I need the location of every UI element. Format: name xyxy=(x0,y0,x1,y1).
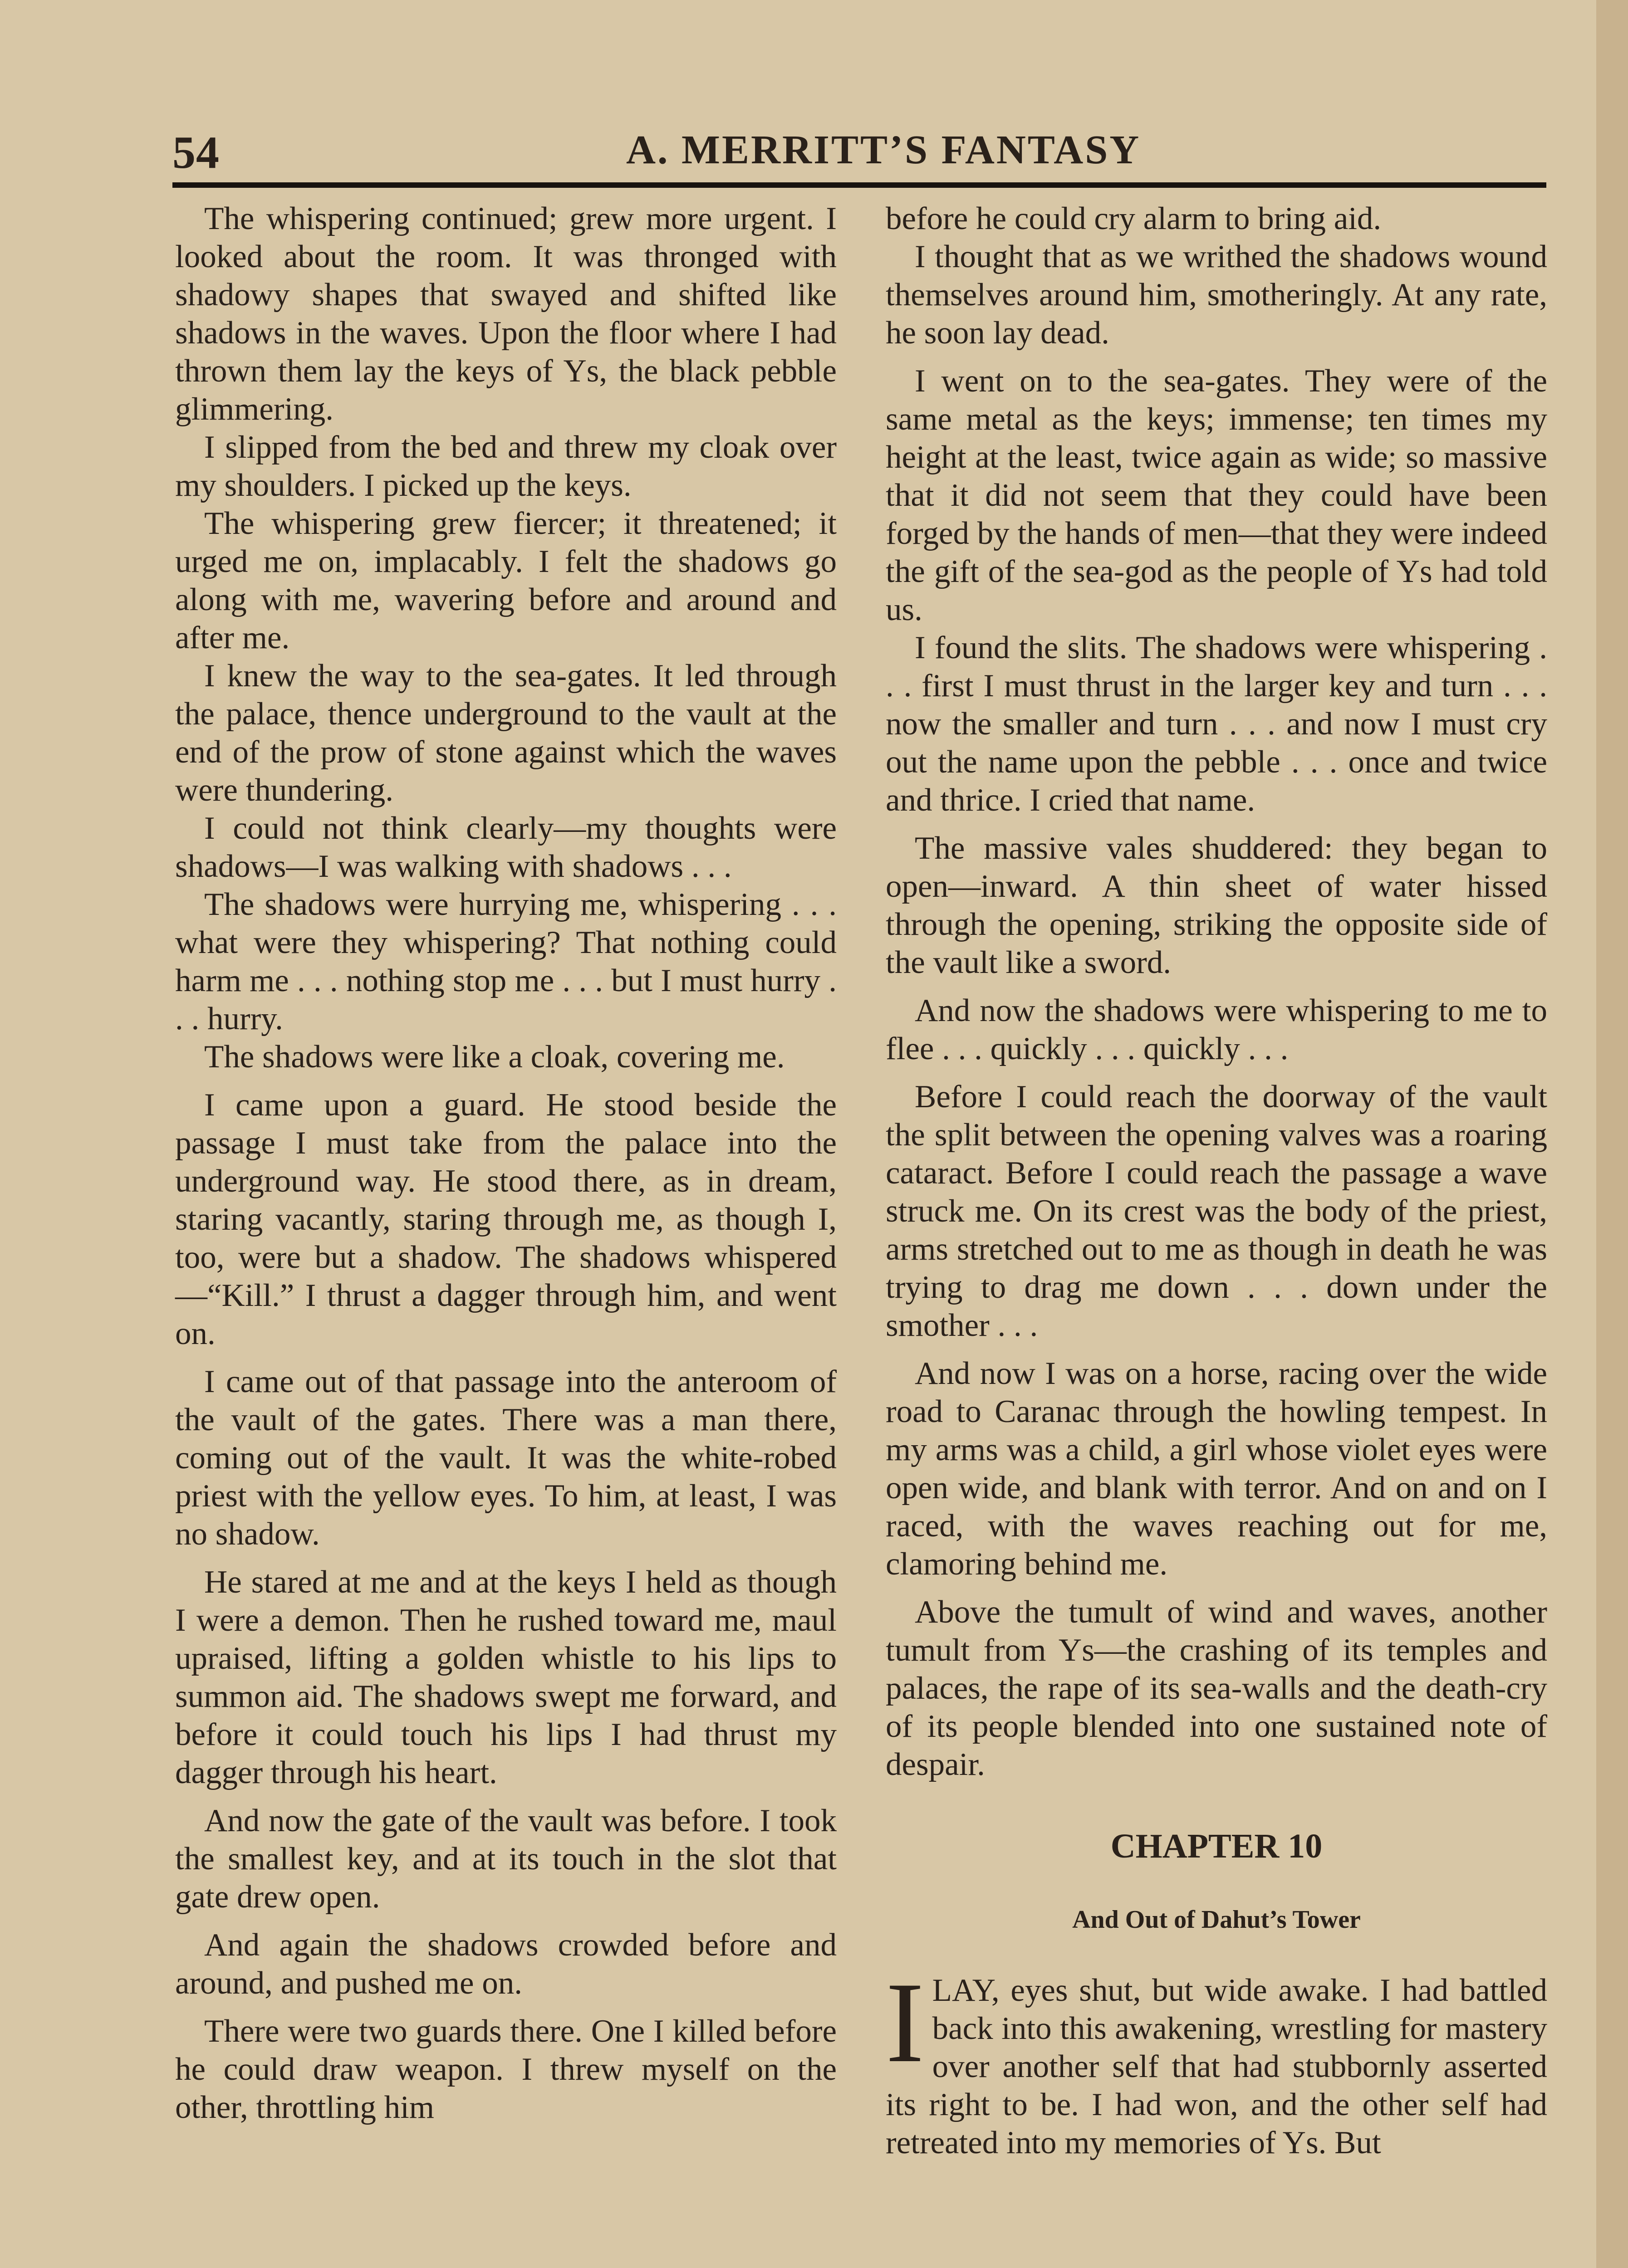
page-number: 54 xyxy=(172,127,220,178)
paragraph: I went on to the sea-gates. They were of the same metal as the keys; immense; ten times my height at the least, twice again as wide; so massive that it did not seem that they could have been forged by the hands of men—that they were indeed the gift of the sea-god as the people of Ys had told us. xyxy=(886,363,1547,627)
chapter-subtitle: And Out of Dahut’s Tower xyxy=(1072,1906,1361,1934)
paragraph: There were two guards there. One I killed before he could draw weapon. I threw myself on the other, throttling him xyxy=(175,2014,837,2125)
paragraph: He stared at me and at the keys I held as though I were a demon. Then he rushed toward me, maul upraised, lifting a golden whistle to his lips to summon aid. The shadows swept me forward, and before it could touch his lips I had thrust my dagger through his heart. xyxy=(175,1564,837,1790)
paragraph: I could not think clearly—my thoughts were shadows—I was walking with shadows . . . xyxy=(175,811,837,884)
page-edge-shadow xyxy=(1596,0,1628,2268)
paragraph: The whispering continued; grew more urgent. I looked about the room. It was thronged with shadowy shapes that swayed and shifted like shadows in the waves. Upon the floor where I had thrown them lay the keys of Ys, the black pebble glimmering. xyxy=(175,201,837,427)
paragraph: I knew the way to the sea-gates. It led through the palace, thence underground to the vault at the end of the prow of stone against which the waves were thundering. xyxy=(175,658,837,808)
paragraph: The shadows were like a cloak, covering me. xyxy=(204,1039,785,1075)
drop-cap-letter: I xyxy=(886,1959,924,2086)
paragraph: I thought that as we writhed the shadows wound themselves around him, smotheringly. At any rate, he soon lay dead. xyxy=(886,239,1547,351)
paragraph: And again the shadows crowded before and around, and pushed me on. xyxy=(175,1927,837,2001)
paragraph: And now the shadows were whispering to me to flee . . . quickly . . . quickly . . . xyxy=(886,993,1547,1066)
right-column xyxy=(886,200,1547,2162)
chapter-opening-paragraph xyxy=(886,1959,1547,2162)
paragraph: Before I could reach the doorway of the vault the split between the opening valves was a roaring cataract. Before I could reach the passage a wave struck me. On its crest was the body of the priest, arms stretched out to me as though in death he was trying to drag me down . . . down under the smother . . . xyxy=(886,1079,1547,1343)
left-column xyxy=(175,200,837,2126)
chapter-heading: CHAPTER 10 xyxy=(1110,1827,1323,1865)
paragraph: And now the gate of the vault was before. I took the smallest key, and at its touch in the slot that gate drew open. xyxy=(175,1803,837,1915)
paragraph: And now I was on a horse, racing over the wide road to Caranac through the howling tempest. In my arms was a child, a girl whose violet eyes were open wide, and blank with terror. And on and on I raced, with the waves reaching out for me, clamoring behind me. xyxy=(886,1356,1547,1582)
paragraph: The massive vales shuddered: they began to open—inward. A thin sheet of water hissed through the opening, striking the opposite side of the vault like a sword. xyxy=(886,831,1547,980)
running-head-title: A. MERRITT’S FANTASY xyxy=(626,127,1141,172)
paragraph: Above the tumult of wind and waves, another tumult from Ys—the crashing of its temples and palaces, the rape of its sea-walls and the death-cry of its people blended into one sustained note of despair. xyxy=(886,1594,1547,1782)
paragraph: I came out of that passage into the anteroom of the vault of the gates. There was a man there, coming out of the vault. It was the white-robed priest with the yellow eyes. To him, at least, I was no shadow. xyxy=(175,1364,837,1552)
paragraph: The shadows were hurrying me, whispering . . . what were they whispering? That nothing could harm me . . . nothing stop me . . . but I must hurry . . . hurry. xyxy=(175,887,837,1036)
chapter-opening-text: LAY, eyes shut, but wide awake. I had battled back into this awakening, wrestling for mastery over another self that had stubbornly asserted its right to be. I had won, and the other self had retreated into my memories of Ys. But xyxy=(886,1973,1547,2160)
paragraph: I came upon a guard. He stood beside the passage I must take from the palace into the underground way. He stood there, as in dream, staring vacantly, staring through me, as though I, too, were but a shadow. The shadows whispered—“Kill.” I thrust a dagger through him, and went on. xyxy=(175,1087,837,1351)
paragraph: before he could cry alarm to bring aid. xyxy=(886,201,1382,236)
header-rule xyxy=(172,182,1546,188)
paragraph: I found the slits. The shadows were whispering . . . first I must thrust in the larger key and turn . . . now the smaller and turn . . . and now I must cry out the name upon the pebble . . . once and twice and thrice. I cried that name. xyxy=(886,630,1547,818)
paragraph: I slipped from the bed and threw my cloak over my shoulders. I picked up the keys. xyxy=(175,430,837,503)
paragraph: The whispering grew fiercer; it threatened; it urged me on, implacably. I felt the shadows go along with me, wavering before and around and after me. xyxy=(175,506,837,655)
